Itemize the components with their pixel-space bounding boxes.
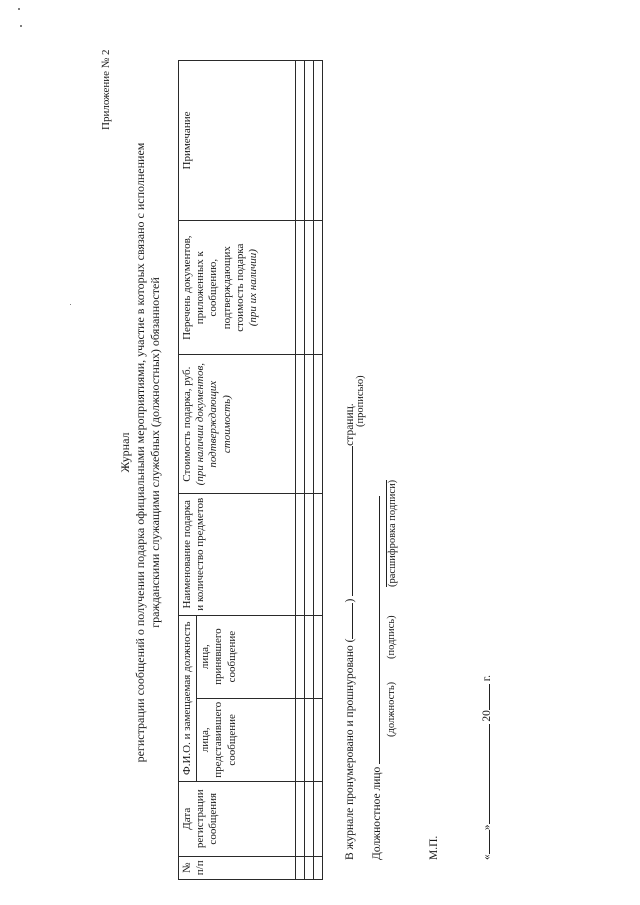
table-header-row: [179, 61, 197, 880]
appendix-label: Приложение № 2: [100, 49, 112, 130]
table-cell: [296, 856, 305, 879]
scan-speck: [70, 304, 71, 305]
register-table: [178, 60, 323, 880]
table-cell: [305, 61, 314, 221]
date-close-quote: »: [481, 824, 493, 831]
header-number: № п/п: [179, 856, 296, 879]
numbered-pages-text: В журнале пронумеровано и прошнуровано (: [344, 638, 356, 860]
official-line: [368, 496, 383, 860]
scan-speck: [20, 25, 22, 27]
table-cell: [305, 781, 314, 856]
pages-in-words-blank: [341, 446, 353, 596]
date-year-suffix: г.: [481, 674, 493, 682]
table-cell: [314, 221, 323, 355]
table-row: [314, 61, 323, 880]
in-words-hint: (прописью): [355, 375, 366, 427]
scan-speck: [18, 8, 20, 10]
header-fio-receiver: лица, принявшего сообщение: [197, 615, 296, 698]
paren-close: ): [344, 598, 356, 603]
table-cell: [305, 355, 314, 494]
document-subtitle-line-1: регистрации сообщений о получении подарка официальными мероприятиями, участие в которых связано с исполнением: [133, 142, 147, 763]
table-cell: [296, 355, 305, 494]
table-row: [296, 61, 305, 880]
header-documents: [179, 221, 296, 355]
table-row: [305, 61, 314, 880]
date-day-blank: [478, 830, 490, 854]
pages-count-blank: [341, 603, 353, 639]
table-cell: [314, 781, 323, 856]
table-cell: [296, 493, 305, 615]
table-cell: [296, 615, 305, 698]
header-gift-cost: [179, 355, 296, 494]
header-fio-submitter: лица, представившего сообщение: [197, 698, 296, 781]
table-cell: [296, 781, 305, 856]
document-title: Журнал: [118, 432, 132, 473]
table-cell: [305, 615, 314, 698]
date-open-quote: «: [481, 854, 493, 860]
table-cell: [296, 61, 305, 221]
decoding-hint: (расшифровка подписи): [387, 479, 398, 587]
header-date: Дата регистрации сообщения: [179, 781, 296, 856]
table-cell: [305, 493, 314, 615]
header-gift-cost-main: Стоимость подарка, руб.: [181, 366, 193, 482]
date-year-blank: [478, 684, 490, 710]
table-cell: [314, 615, 323, 698]
date-year-prefix: 20: [481, 710, 493, 722]
date-line: [478, 675, 493, 860]
stamp-label: М.П.: [428, 835, 440, 860]
header-documents-note: (при их наличии): [246, 249, 259, 327]
header-documents-main: Перечень документов, приложенных к сообщению, подтверждающих стоимость подарка: [181, 235, 246, 340]
table-cell: [314, 355, 323, 494]
table-cell: [314, 493, 323, 615]
header-gift-name: Наименование подарка и количество предметов: [179, 493, 296, 615]
official-label: Должностное лицо: [371, 766, 383, 860]
pages-word: страниц.: [344, 403, 356, 446]
table-cell: [305, 221, 314, 355]
table-cell: [314, 61, 323, 221]
official-signature-blank: [368, 496, 380, 764]
table-cell: [296, 698, 305, 781]
table-cell: [305, 698, 314, 781]
position-hint: (должность): [386, 681, 397, 737]
document-subtitle-line-2: гражданскими служащими служебных (должностных) обязанностей: [148, 277, 162, 628]
date-month-blank: [478, 725, 490, 825]
header-gift-cost-note: (при наличии документов, подтверждающих стоимость): [194, 363, 233, 486]
table-cell: [314, 856, 323, 879]
header-remarks: Примечание: [179, 61, 296, 221]
table-cell: [305, 856, 314, 879]
numbered-pages-line: [341, 403, 356, 860]
signature-hint: (подпись): [386, 615, 397, 659]
table-cell: [296, 221, 305, 355]
table-cell: [314, 698, 323, 781]
header-fio-position: Ф.И.О. и замещаемая должность: [179, 615, 197, 781]
